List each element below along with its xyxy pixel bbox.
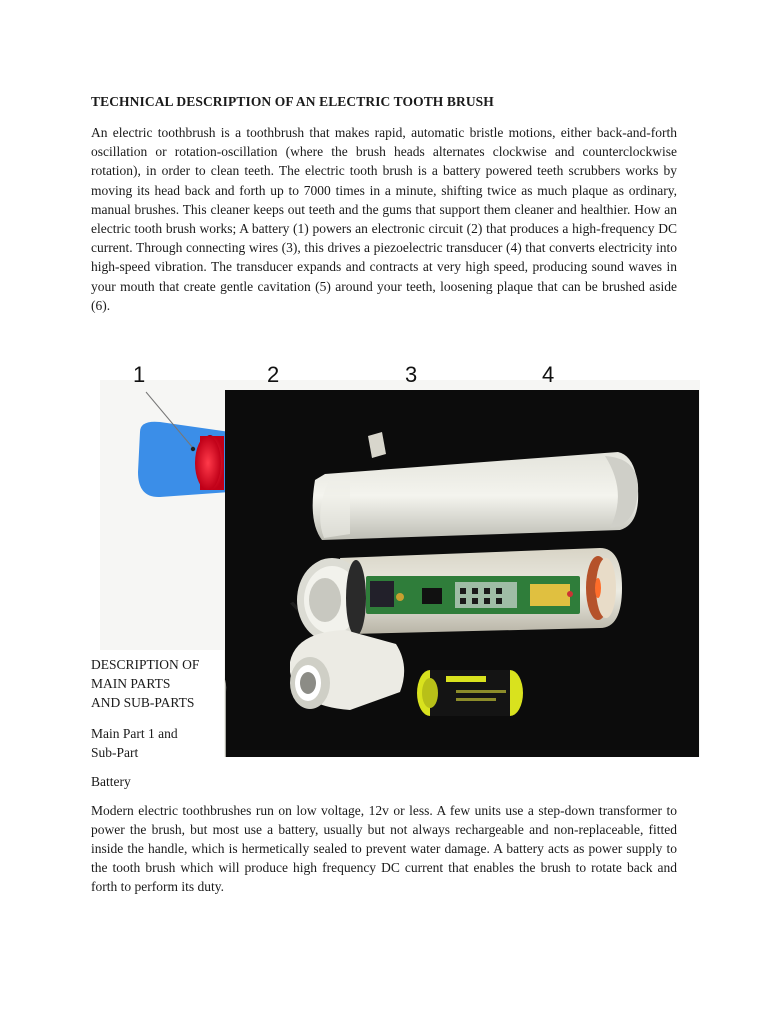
- figure-label-3: 3: [405, 362, 418, 387]
- part-name: Battery: [91, 774, 131, 789]
- figure-label-4: 4: [542, 362, 555, 387]
- section-heading-line-2: MAIN PARTS: [91, 676, 171, 691]
- section-heading-line-3: AND SUB-PARTS: [91, 695, 195, 710]
- battery-paragraph: Modern electric toothbrushes run on low voltage, 12v or less. A few units use a step-down transformer to power the brush, but most use a battery, usually but not always rechargeable and non-replaceable, fitted inside the handle, which is hermetically sealed to prevent water damage. A battery acts as power supply to the tooth brush which will produce high frequency DC current that enables the brush to rotate back and forth to perform its duty.: [91, 803, 677, 894]
- subheading-line-2: Sub-Part: [91, 745, 139, 760]
- section-subheading: [91, 724, 178, 762]
- figure-label-2: 2: [267, 362, 280, 387]
- document-title: TECHNICAL DESCRIPTION OF AN ELECTRIC TOOTH BRUSH: [91, 94, 494, 109]
- intro-paragraph: An electric toothbrush is a toothbrush that makes rapid, automatic bristle motions, either back-and-forth oscillation or rotation-oscillation (where the brush heads alternates clockwise and counterclockwise rotation), in order to clean teeth. The electric tooth brush is a battery powered teeth scrubbers works by moving its head back and forth up to 7000 times in a minute, shifting twice as much plaque as ordinary, manual brushes. This cleaner keeps out teeth and the gums that support them cleaner and healthier. How an electric tooth brush works; A battery (1) powers an electronic circuit (2) that produces a high-frequency DC current. Through connecting wires (3), this drives a piezoelectric transducer (4) that converts electricity into high-speed vibration. The transducer expands and contracts at very high speed, producing sound waves in your mouth that create gentle cavitation (5) around your teeth, loosening plaque that can be brushed aside (6).: [91, 125, 677, 313]
- section-heading: [91, 655, 199, 712]
- figure-label-1: 1: [133, 362, 146, 387]
- subheading-line-1: Main Part 1 and: [91, 726, 178, 741]
- section-heading-line-1: DESCRIPTION OF: [91, 657, 200, 672]
